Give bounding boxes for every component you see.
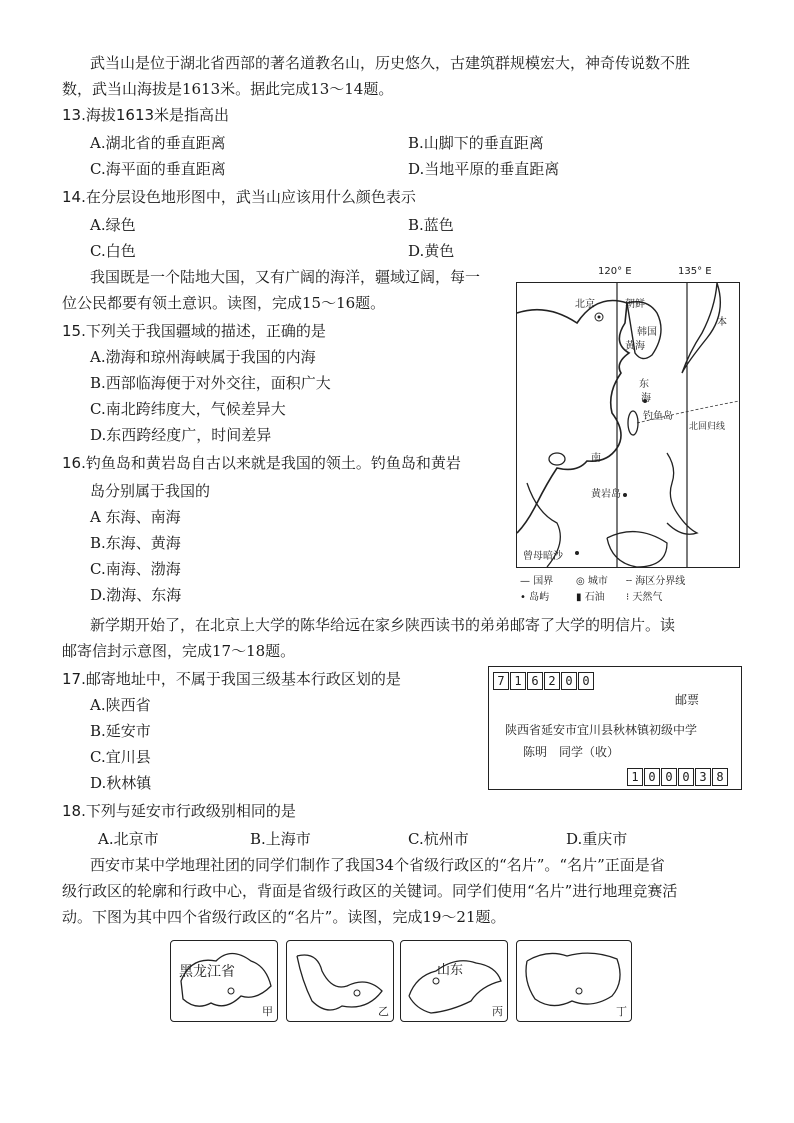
q17-option-b[interactable]: B.延安市	[90, 722, 151, 740]
q18-stem: 18.下列与延安市行政级别相同的是	[62, 802, 296, 820]
province-card-jia[interactable]	[170, 940, 278, 1022]
longitude-label-135: 135° E	[678, 266, 712, 277]
hainan-island	[549, 453, 565, 465]
zip-to	[493, 671, 595, 690]
province-card-yi[interactable]	[286, 940, 394, 1022]
province-ding-outline	[517, 941, 631, 1021]
q13-option-c[interactable]: C.海平面的垂直距离	[90, 160, 226, 178]
q15-option-a[interactable]: A.渤海和琼州海峡属于我国的内海	[90, 348, 316, 366]
envelope-recipient: 陈明 同学（收）	[523, 745, 620, 759]
q16-option-b[interactable]: B.东海、黄海	[90, 534, 181, 552]
map-label-tropic: 北回归线	[689, 422, 726, 432]
legend-gas: 天然气	[632, 592, 663, 603]
legend-city: 城市	[587, 576, 608, 587]
zip-to-digit: 1	[510, 672, 526, 690]
map-label-dong: 东	[639, 379, 649, 390]
map-label-ben: 本	[717, 317, 727, 328]
zip-from-digit: 8	[712, 768, 728, 786]
q15-option-d[interactable]: D.东西跨经度广，时间差异	[90, 426, 272, 444]
map-label-nan: 南	[591, 453, 601, 464]
legend-border: 国界	[533, 576, 554, 587]
map-label-chaoxian: 朝鲜	[625, 299, 645, 310]
q18-option-d[interactable]: D.重庆市	[566, 830, 628, 848]
q14-option-d[interactable]: D.黄色	[408, 242, 455, 260]
q17-option-a[interactable]: A.陕西省	[90, 696, 151, 714]
intro-line-1: 武当山是位于湖北省西部的著名道教名山，历史悠久，古建筑群规模宏大，神奇传说数不胜	[90, 54, 691, 72]
huangyan-island-dot	[623, 493, 627, 497]
q17-option-d[interactable]: D.秋林镇	[90, 774, 152, 792]
envelope	[488, 666, 742, 790]
intro3-line-2: 邮寄信封示意图，完成17～18题。	[62, 642, 296, 660]
q16-option-c[interactable]: C.南海、渤海	[90, 560, 181, 578]
intro-line-2: 数，武当山海拔是1613米。据此完成13～14题。	[62, 80, 394, 98]
longitude-label-120: 120° E	[598, 266, 632, 277]
map-label-diaoyu: 钓鱼岛	[643, 411, 673, 422]
q17-option-c[interactable]: C.宜川县	[90, 748, 151, 766]
philippines-outline	[667, 453, 697, 534]
province-card-ding[interactable]	[516, 940, 632, 1022]
japan-outline	[682, 283, 720, 373]
q16-stem-2: 岛分别属于我国的	[90, 482, 211, 500]
card-bing-tag: 丙	[492, 1005, 503, 1018]
card-ding-tag: 丁	[616, 1005, 627, 1018]
q17-stem: 17.邮寄地址中，不属于我国三级基本行政区划的是	[62, 670, 401, 688]
map-legend: — 国界 ◎ 城市 ┄ 海区分界线 • 岛屿 ▮ 石油 ⁝ 天然气	[520, 576, 686, 603]
q14-option-b[interactable]: B.蓝色	[408, 216, 454, 234]
map-label-huangyan: 黄岩岛	[591, 489, 621, 500]
zip-from-digit: 0	[644, 768, 660, 786]
zip-from-digit: 0	[661, 768, 677, 786]
q15-stem: 15.下列关于我国疆域的描述，正确的是	[62, 322, 326, 340]
map-label-beijing: 北京	[575, 299, 595, 310]
zengmu-dot	[575, 551, 579, 555]
zip-from-digit: 3	[695, 768, 711, 786]
q13-option-d[interactable]: D.当地平原的垂直距离	[408, 160, 560, 178]
beijing-marker-dot	[598, 316, 601, 319]
intro3-line-1: 新学期开始了，在北京上大学的陈华给远在家乡陕西读书的弟弟邮寄了大学的明信片。读	[90, 616, 676, 634]
intro2-line-1: 我国既是一个陆地大国，又有广阔的海洋，疆域辽阔，每一	[90, 268, 481, 286]
q14-option-c[interactable]: C.白色	[90, 242, 136, 260]
borneo-outline	[607, 532, 667, 567]
map-label-huanghai: 黄海	[625, 341, 645, 352]
q13-option-b[interactable]: B.山脚下的垂直距离	[408, 134, 544, 152]
province-card-bing[interactable]	[400, 940, 508, 1022]
q13-stem: 13.海拔1613米是指高出	[62, 106, 230, 124]
intro2-line-2: 位公民都要有领土意识。读图，完成15～16题。	[62, 294, 386, 312]
legend-oil: 石油	[584, 592, 605, 603]
intro4-line-2: 级行政区的轮廓和行政中心，背面是省级行政区的关键词。同学们使用“名片”进行地理竞赛活	[62, 882, 678, 900]
zip-from-digit: 1	[627, 768, 643, 786]
intro4-line-3: 动。下图为其中四个省级行政区的“名片”。读图，完成19～21题。	[62, 908, 506, 926]
q18-option-a[interactable]: A.北京市	[98, 830, 159, 848]
zip-to-digit: 0	[578, 672, 594, 690]
q18-option-c[interactable]: C.杭州市	[408, 830, 469, 848]
map-label-hai-east: 海	[641, 393, 651, 404]
stamp-label: 邮票	[675, 693, 700, 707]
q14-option-a[interactable]: A.绿色	[90, 216, 136, 234]
q18-option-b[interactable]: B.上海市	[250, 830, 311, 848]
q15-option-c[interactable]: C.南北跨纬度大，气候差异大	[90, 400, 286, 418]
china-sea-map	[516, 282, 740, 568]
q16-stem-1: 16.钓鱼岛和黄岩岛自古以来就是我国的领土。钓鱼岛和黄岩	[62, 454, 461, 472]
card-jia-name: 黑龙江省	[179, 964, 235, 980]
card-bing-name: 山东	[437, 963, 464, 978]
map-label-hanguo: 韩国	[637, 327, 657, 338]
card-jia-tag: 甲	[262, 1005, 273, 1018]
zip-to-digit: 0	[561, 672, 577, 690]
zip-from-digit: 0	[678, 768, 694, 786]
q15-option-b[interactable]: B.西部临海便于对外交往，面积广大	[90, 374, 331, 392]
q13-option-a[interactable]: A.湖北省的垂直距离	[90, 134, 226, 152]
zip-to-digit: 6	[527, 672, 543, 690]
zip-from	[627, 767, 729, 786]
card-yi-tag: 乙	[378, 1005, 389, 1018]
q14-stem: 14.在分层设色地形图中，武当山应该用什么颜色表示	[62, 188, 416, 206]
taiwan-island	[628, 411, 638, 435]
legend-sea-boundary: 海区分界线	[635, 576, 686, 587]
zip-to-digit: 7	[493, 672, 509, 690]
envelope-address: 陕西省延安市宜川县秋林镇初级中学	[505, 723, 698, 737]
q16-option-a[interactable]: A 东海、南海	[90, 508, 181, 526]
q16-option-d[interactable]: D.渤海、东海	[90, 586, 182, 604]
zip-to-digit: 2	[544, 672, 560, 690]
intro4-line-1: 西安市某中学地理社团的同学们制作了我国34个省级行政区的“名片”。“名片”正面是省	[90, 856, 665, 874]
legend-island: 岛屿	[529, 592, 550, 603]
map-label-zengmu: 曾母暗沙	[523, 551, 563, 562]
